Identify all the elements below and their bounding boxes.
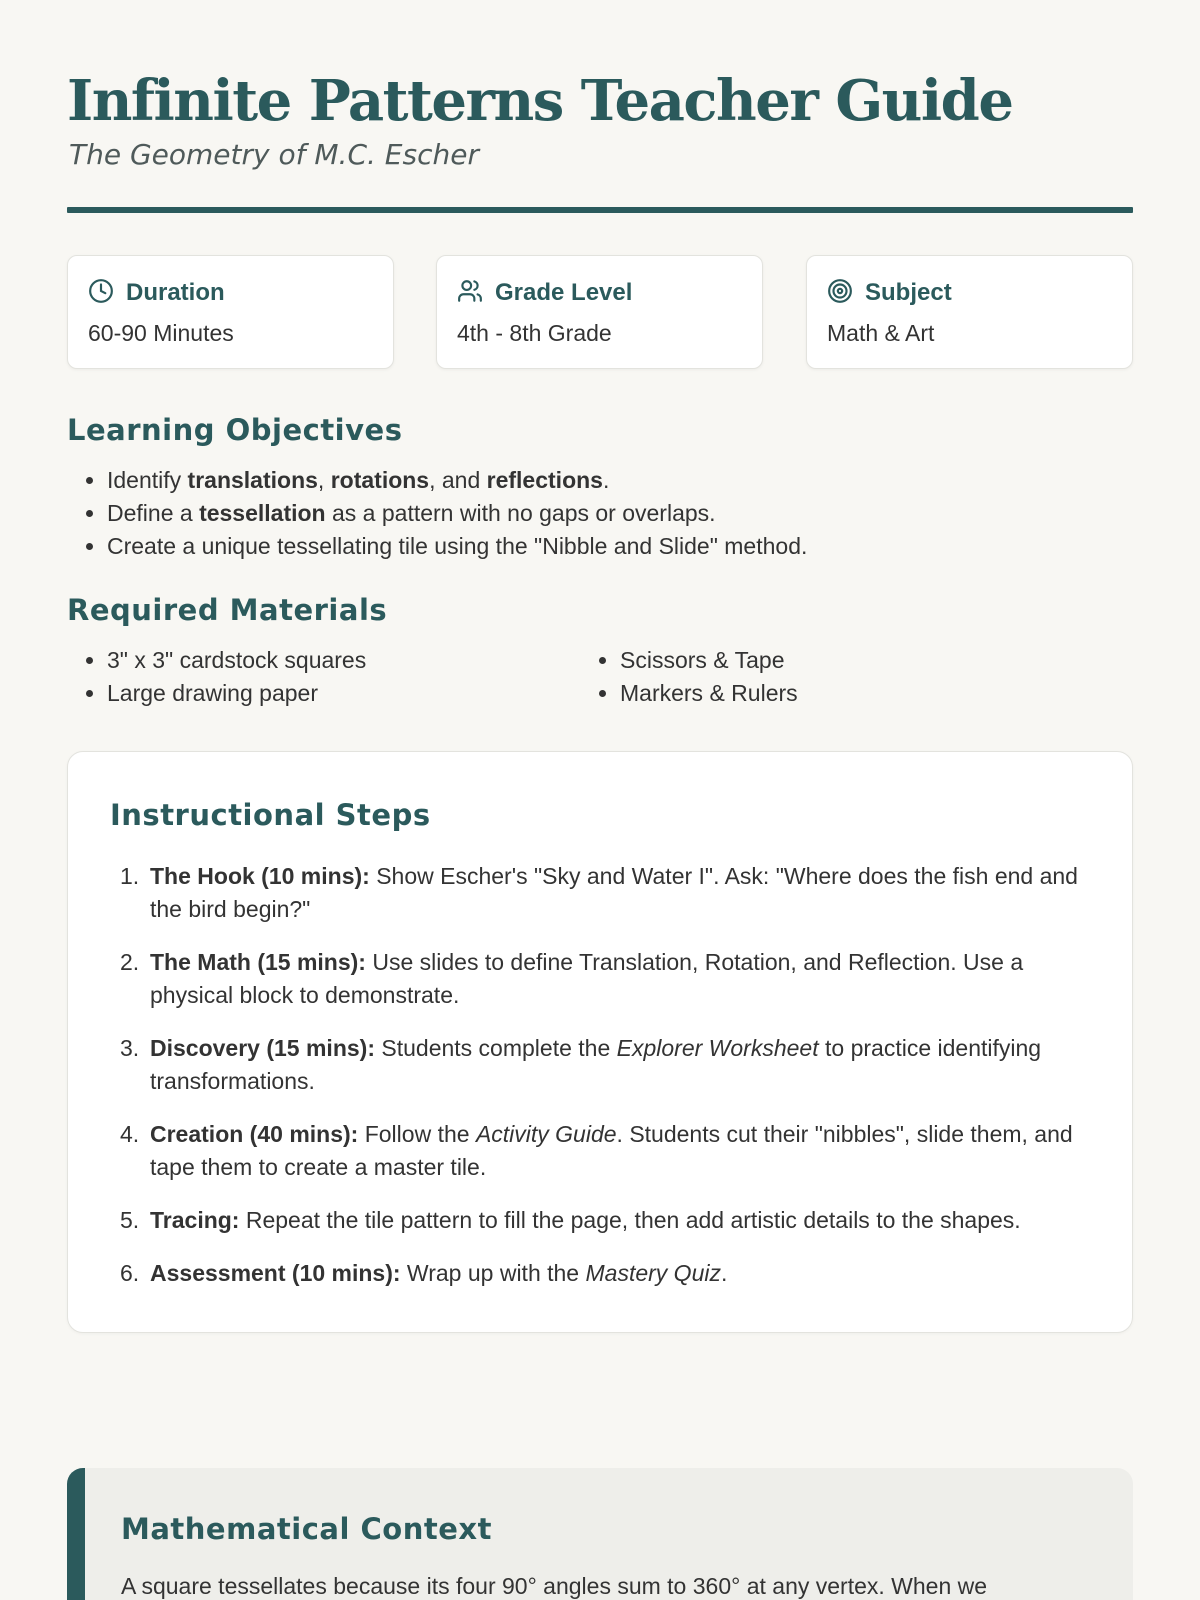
list-item: • 3" x 3" cardstock squares	[107, 644, 366, 677]
list-item: • Create a unique tessellating tile using the "Nibble and Slide" method.	[107, 530, 807, 563]
duration-label: Duration	[126, 279, 225, 306]
subject-card	[806, 255, 1133, 369]
step-item: 3. Discovery (15 mins): Students complete the Explorer Worksheet to practice identifying transformations.	[120, 1035, 1042, 1094]
step-item: 4. Creation (40 mins): Follow the Activity Guide. Students cut their "nibbles", slide them, and tape them to create a master tile.	[120, 1121, 1073, 1180]
list-item: • Identify translations, rotations, and reflections.	[107, 464, 807, 497]
subject-value: Math & Art	[827, 320, 935, 346]
duration-card	[67, 255, 394, 369]
clock-icon	[88, 278, 114, 309]
grade-level-value: 4th - 8th Grade	[457, 320, 612, 346]
grade-level-card	[436, 255, 763, 369]
list-item: • Markers & Rulers	[620, 677, 798, 710]
steps-list	[110, 860, 1110, 1310]
duration-value: 60-90 Minutes	[88, 320, 234, 346]
users-icon	[457, 278, 483, 309]
materials-list-right	[580, 644, 798, 710]
step-item: 2. The Math (15 mins): Use slides to define Translation, Rotation, and Reflection. Use a physical block to demonstrate.	[120, 949, 1024, 1008]
list-item: • Define a tessellation as a pattern with no gaps or overlaps.	[107, 497, 807, 530]
steps-heading: Instructional Steps	[110, 798, 431, 832]
step-item: 5. Tracing: Repeat the tile pattern to fill the page, then add artistic details to the shapes.	[120, 1207, 1021, 1233]
list-item: • Large drawing paper	[107, 677, 366, 710]
objectives-heading: Learning Objectives	[67, 413, 403, 447]
list-item: • Scissors & Tape	[620, 644, 798, 677]
page-subtitle: The Geometry of M.C. Escher	[69, 138, 479, 171]
subject-label: Subject	[865, 279, 952, 306]
materials-list-left	[67, 644, 366, 710]
materials-heading: Required Materials	[67, 593, 388, 627]
title-divider	[67, 207, 1133, 213]
context-text: A square tessellates because its four 90° angles sum to 360° at any vertex. When we	[121, 1573, 988, 1599]
page-title: Infinite Patterns Teacher Guide	[67, 68, 1013, 134]
objectives-list	[67, 464, 807, 563]
context-heading: Mathematical Context	[121, 1512, 492, 1546]
grade-level-label: Grade Level	[495, 279, 633, 306]
step-item: 1. The Hook (10 mins): Show Escher's "Sky and Water I". Ask: "Where does the fish end and the bird begin?"	[120, 863, 1078, 922]
target-icon	[827, 278, 853, 309]
instructional-steps-card	[67, 751, 1133, 1333]
math-context-callout	[67, 1468, 1133, 1600]
step-item: 6. Assessment (10 mins): Wrap up with the Mastery Quiz.	[120, 1260, 728, 1286]
